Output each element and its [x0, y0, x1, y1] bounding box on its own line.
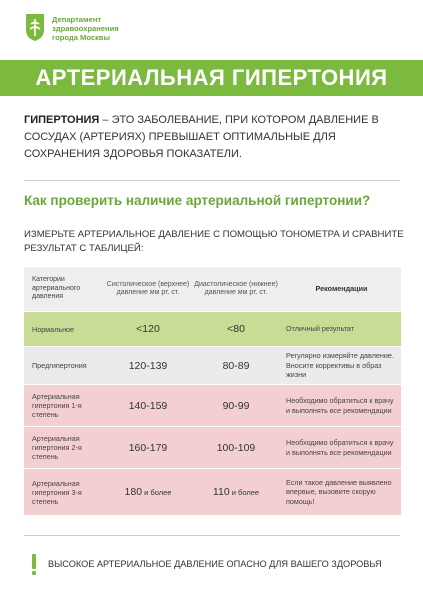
table-row [24, 427, 401, 469]
row-systolic: 160-179 [128, 441, 168, 454]
row-diastolic: <80 [227, 323, 245, 335]
row-category: Нормальное [32, 324, 75, 334]
row-recommendation: Регулярно измеряйте давление. Вносите коррективы в образ жизни [286, 351, 394, 380]
row-recommendation: Отличный результат [286, 324, 355, 334]
row-systolic: 120-139 [128, 359, 168, 372]
dept-line-1: Департамент [52, 15, 102, 24]
row-systolic [104, 486, 192, 498]
warning-text: ВЫСОКОЕ АРТЕРИАЛЬНОЕ ДАВЛЕНИЕ ОПАСНО ДЛЯ ВАШЕГО ЗДОРОВЬЯ [48, 559, 382, 569]
row-diastolic [192, 486, 280, 498]
systolic-value: 180 [124, 486, 143, 498]
row-diastolic: 100-109 [216, 441, 256, 454]
intro-text: – ЭТО ЗАБОЛЕВАНИЕ, ПРИ КОТОРОМ ДАВЛЕНИЕ В СОСУДАХ (АРТЕРИЯХ) ПРЕВЫШАЕТ ОПТИМАЛЬНЫЕ ДЛЯ СОХРАНЕНИЯ ЗДОРОВЬЯ ПОКАЗАТЕЛИ. [24, 114, 379, 160]
diastolic-suffix: и более [229, 488, 260, 497]
row-recommendation: Если такое давление выявлено впервые, вызовите скорую помощь! [286, 477, 392, 506]
department-name [52, 15, 119, 42]
instruction-text: ИЗМЕРЬТЕ АРТЕРИАЛЬНОЕ ДАВЛЕНИЕ С ПОМОЩЬЮ ТОНОМЕТРА И СРАВНИТЕ РЕЗУЛЬТАТ С ТАБЛИЦЕЙ: [24, 229, 404, 254]
moscow-health-dept-logo-icon [24, 12, 46, 42]
header-category: Категории артериального давления [32, 276, 81, 301]
row-systolic: <120 [136, 323, 160, 335]
systolic-suffix: и более [142, 488, 172, 497]
dept-line-3: города Москвы [52, 33, 111, 42]
row-category: Предгипертония [32, 361, 87, 370]
table-row [24, 347, 401, 385]
table-row [24, 312, 401, 347]
diastolic-value: 110 [212, 486, 230, 498]
header [24, 12, 119, 52]
row-category: Артериальная гипертония 1-я степень [32, 392, 82, 419]
page-title: АРТЕРИАЛЬНАЯ ГИПЕРТОНИЯ [35, 65, 388, 90]
exclamation-icon [31, 554, 37, 576]
table-header-row [24, 267, 401, 312]
divider [24, 535, 400, 536]
pressure-table [24, 267, 401, 516]
row-recommendation: Необходимо обратиться к врачу и выполнять все рекомендации [286, 438, 394, 457]
divider [24, 180, 400, 181]
header-recommendations: Рекомендации [315, 284, 368, 294]
row-category: Артериальная гипертония 2-я степень [32, 434, 82, 461]
intro-paragraph [24, 112, 404, 163]
row-diastolic: 90-99 [222, 399, 250, 412]
header-systolic: Систолическое (верхнее) давление мм рт. ст. [106, 280, 190, 296]
intro-term: ГИПЕРТОНИЯ [24, 114, 100, 126]
row-recommendation: Необходимо обратиться к врачу и выполнять все рекомендации [286, 396, 394, 415]
row-diastolic: 80-89 [222, 359, 250, 372]
header-diastolic: Диастолическое (нижнее) давление мм рт. ст. [194, 280, 278, 296]
table-row [24, 469, 401, 516]
row-category: Артериальная гипертония 3-я степень [32, 478, 82, 506]
row-systolic: 140-159 [128, 399, 168, 412]
dept-line-2: здравоохранения [52, 24, 119, 33]
title-banner [0, 60, 423, 96]
section-question: Как проверить наличие артериальной гипертонии? [24, 193, 371, 208]
table-row [24, 385, 401, 427]
